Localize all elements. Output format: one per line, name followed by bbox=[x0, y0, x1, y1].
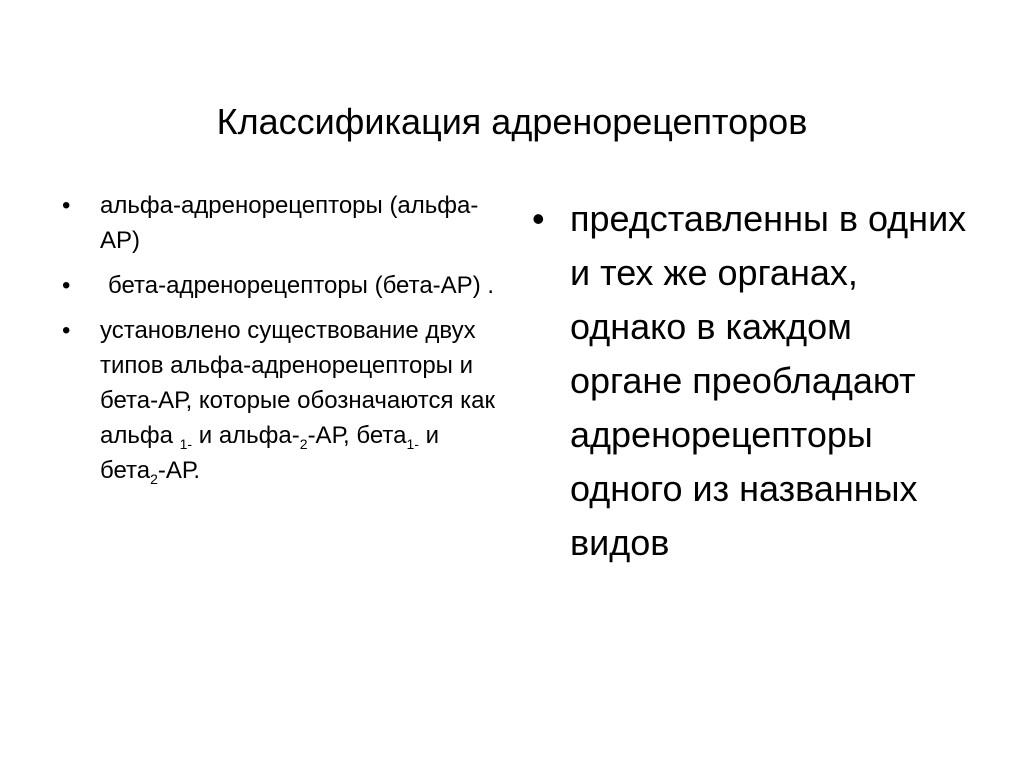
subscript-beta1: 1- bbox=[406, 436, 419, 452]
bullet-text-organs: представленны в одних и тех же органах, однако в каждом органе преобладают адренорецепторы одного из названных видов bbox=[570, 198, 967, 563]
bullet-text-types bbox=[100, 317, 496, 487]
bullet-text-beta: бета-адренорецепторы (бета-АР) . bbox=[108, 272, 495, 299]
list-item bbox=[58, 188, 498, 258]
bullet-icon: • bbox=[532, 198, 545, 239]
types-text-c: -АР, бета bbox=[307, 422, 407, 449]
subscript-alpha2: 2 bbox=[299, 436, 308, 452]
list-item bbox=[58, 313, 498, 488]
types-text-b: и альфа- bbox=[192, 422, 300, 449]
subscript-beta2: 2 bbox=[150, 471, 158, 487]
types-text-e: -АР. bbox=[157, 457, 201, 484]
subscript-alpha1: 1- bbox=[179, 436, 193, 452]
slide-title: Классификация адренорецепторов bbox=[216, 101, 808, 143]
bullet-text-alpha: альфа-адренорецепторы (альфа-АР) bbox=[100, 192, 479, 254]
right-bullet-list bbox=[530, 192, 970, 570]
bullet-icon: • bbox=[62, 317, 71, 344]
list-item bbox=[530, 192, 970, 570]
bullet-icon: • bbox=[62, 272, 71, 299]
types-text-d: и бета bbox=[100, 422, 439, 484]
list-item bbox=[58, 268, 498, 303]
left-bullet-list bbox=[58, 188, 498, 488]
left-column bbox=[58, 188, 498, 498]
right-column bbox=[530, 192, 970, 570]
types-text-a: установлено существование двух типов альфа-адренорецепторы и бета-АР, которые обозначаются как альфа bbox=[100, 317, 496, 449]
bullet-icon: • bbox=[62, 192, 71, 219]
